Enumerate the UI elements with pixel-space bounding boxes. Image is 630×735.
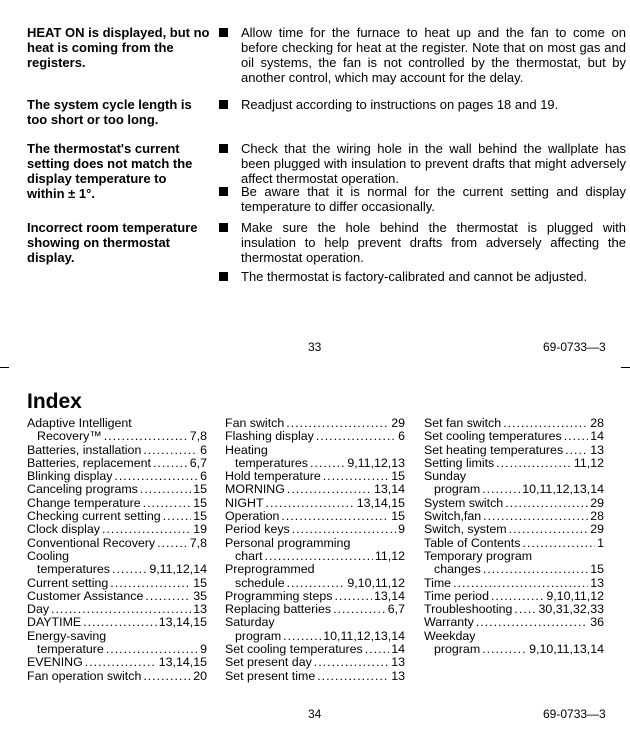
index-entry (27, 470, 207, 483)
index-entry (424, 577, 604, 590)
index-entry-label: Clock display (27, 523, 100, 537)
leader-dots (51, 603, 191, 616)
index-entry-pages: 6 (200, 470, 207, 484)
index-entry-label: temperatures (235, 456, 309, 470)
index-entry-label: Hold temperature (225, 470, 321, 484)
index-entry (424, 417, 604, 430)
index-entry (424, 497, 604, 510)
index-entry-pages: 29 (590, 523, 604, 537)
index-entry (225, 497, 405, 510)
index-entry (225, 457, 405, 470)
index-entry-pages: 14 (590, 430, 604, 444)
index-entry (424, 643, 604, 656)
leader-dots (310, 457, 345, 470)
index-entry (27, 497, 207, 510)
index-entry (424, 510, 604, 523)
leader-dots (102, 523, 191, 536)
document-code: 69-0733—3 (543, 707, 606, 721)
index-entry (27, 643, 207, 656)
problem-cycle-length: The system cycle length is too short or too long. (27, 97, 192, 127)
index-entry-label: Recovery™ (37, 430, 102, 444)
index-column-3 (424, 417, 604, 656)
index-entry-label: Temporary program (424, 548, 533, 563)
index-entry-label: Set fan switch (424, 417, 502, 430)
index-entry-pages: 9,11,12,14 (149, 563, 207, 577)
index-entry-pages: 6 (200, 443, 207, 457)
leader-dots (316, 430, 396, 443)
index-entry-label: Canceling programs (27, 483, 138, 497)
leader-dots (565, 444, 588, 457)
index-entry-pages: 10,11,12,13,14 (522, 483, 604, 497)
index-entry (424, 457, 604, 470)
leader-dots (114, 470, 198, 483)
index-entry (424, 444, 604, 457)
index-entry-pages: 11,12 (374, 549, 405, 563)
index-entry-label: EVENING (27, 656, 83, 670)
index-entry-label: Preprogrammed (225, 562, 315, 577)
index-entry-pages: 1 (597, 536, 604, 550)
index-entry-pages: 15 (193, 510, 207, 524)
index-entry-label: Personal programming (225, 535, 351, 550)
index-entry (225, 603, 405, 616)
leader-dots (453, 577, 588, 590)
leader-dots (482, 643, 527, 656)
leader-dots (140, 483, 191, 496)
page-number: 33 (308, 340, 322, 354)
index-entry-pages: 7,8 (189, 430, 207, 444)
index-entry-pages: 6 (398, 430, 405, 444)
index-entry-pages: 28 (590, 510, 604, 524)
leader-dots (491, 590, 544, 603)
index-entry (424, 430, 604, 443)
leader-dots (283, 630, 321, 643)
index-entry (27, 563, 207, 576)
solution-text: Be aware that it is normal for the current setting and display temperature to differ occasionally. (241, 184, 626, 214)
solution-text: Readjust according to instructions on pages 18 and 19. (241, 97, 559, 112)
leader-dots (496, 457, 572, 470)
bullet-icon (219, 100, 228, 109)
leader-dots (514, 603, 536, 616)
solution-text: Check that the wiring hole in the wall behind the wallplate has been plugged with insulation to prevent drafts that might adversely affect thermostat operation. (241, 141, 626, 186)
leader-dots (323, 470, 389, 483)
index-entry (225, 577, 405, 590)
index-entry-label: Batteries, installation (27, 443, 142, 457)
index-entry (225, 444, 405, 457)
index-entry-pages: 29 (590, 496, 604, 510)
leader-dots (476, 616, 588, 629)
index-entry-label: Set cooling temperatures (424, 430, 562, 444)
index-entry-pages: 13,14,15 (356, 496, 405, 510)
index-entry (27, 523, 207, 536)
index-column-2 (225, 417, 405, 683)
index-entry (27, 590, 207, 603)
index-entry-label: Energy-saving (27, 628, 107, 643)
index-entry-pages: 15 (193, 483, 207, 497)
index-entry (27, 417, 207, 430)
leader-dots (505, 497, 588, 510)
problem-heat-on: HEAT ON is displayed, but no heat is coming from the registers. (27, 25, 210, 70)
index-entry-label: DAYTIME (27, 616, 82, 630)
leader-dots (522, 537, 595, 550)
index-entry (225, 537, 405, 550)
index-entry (27, 670, 207, 683)
index-entry-label: Weekday (424, 628, 476, 643)
index-entry-pages: 9 (200, 643, 207, 657)
index-entry (27, 550, 207, 563)
index-entry-label: Conventional Recovery (27, 536, 156, 550)
index-entry-label: Saturday (225, 615, 275, 630)
index-entry-pages: 13 (193, 603, 207, 617)
index-entry-label: Batteries, replacement (27, 456, 151, 470)
index-entry-pages: 9,10,11,12 (546, 589, 604, 603)
index-entry-label: MORNING (225, 483, 285, 497)
bullet-icon (219, 144, 228, 153)
index-entry (27, 430, 207, 443)
index-entry-label: Table of Contents (424, 536, 521, 550)
index-entry (27, 616, 207, 629)
index-entry-label: Set present day (225, 656, 312, 670)
index-entry-label: Flashing display (225, 430, 314, 444)
index-entry-label: System switch (424, 496, 504, 510)
index-entry (225, 550, 405, 563)
index-entry-label: Blinking display (27, 470, 113, 484)
index-entry (225, 523, 405, 536)
index-entry-label: Set present time (225, 669, 316, 683)
index-entry-label: Programming steps (225, 589, 333, 603)
index-entry-pages: 13 (590, 576, 604, 590)
index-entry (27, 603, 207, 616)
index-entry (27, 510, 207, 523)
index-entry-label: Heating (225, 442, 268, 457)
index-entry (424, 523, 604, 536)
index-entry-label: Set cooling temperatures (225, 643, 363, 657)
index-entry-label: Switch, system (424, 523, 507, 537)
index-entry-pages: 13 (391, 669, 405, 683)
index-entry-pages: 13,14,15 (158, 656, 207, 670)
index-entry-label: Fan switch (225, 417, 285, 430)
index-entry (27, 537, 207, 550)
index-entry-pages: 14 (391, 643, 405, 657)
index-entry-pages: 9,10,11,12 (347, 576, 405, 590)
leader-dots (482, 483, 520, 496)
index-entry-label: schedule (235, 576, 285, 590)
index-entry-label: Adaptive Intelligent (27, 416, 132, 430)
index-entry (27, 630, 207, 643)
leader-dots (83, 616, 157, 629)
index-entry-label: changes (434, 563, 481, 577)
page-number: 34 (308, 707, 322, 721)
index-entry-label: Day (27, 603, 50, 617)
index-entry-label: Time period (424, 589, 489, 603)
leader-dots (157, 537, 188, 550)
index-entry-pages: 15 (193, 576, 207, 590)
leader-dots (110, 577, 191, 590)
index-entry-pages: 15 (391, 470, 405, 484)
leader-dots (287, 577, 346, 590)
index-entry-label: NIGHT (225, 496, 264, 510)
index-entry-label: temperature (37, 643, 104, 657)
index-entry-label: Checking current setting (27, 510, 161, 524)
index-entry (424, 537, 604, 550)
leader-dots (266, 497, 355, 510)
index-entry-label: Sunday (424, 469, 467, 484)
index-entry-label: Operation (225, 510, 280, 524)
leader-dots (365, 643, 389, 656)
index-entry-label: chart (235, 549, 263, 563)
crop-mark-right (621, 367, 630, 368)
index-entry-pages: 11,12 (573, 456, 604, 470)
index-entry-label: Setting limits (424, 456, 495, 470)
leader-dots (112, 563, 147, 576)
leader-dots (85, 656, 157, 669)
leader-dots (145, 590, 191, 603)
index-entry-label: program (434, 643, 481, 657)
index-entry (225, 563, 405, 576)
leader-dots (143, 444, 198, 457)
index-column-1 (27, 417, 207, 683)
leader-dots (317, 670, 389, 683)
solution-text: Make sure the hole behind the thermostat is plugged with insulation to help prevent drafts from adversely affecting the thermostat operation. (241, 220, 626, 265)
index-entry-pages: 13,14 (373, 483, 405, 497)
index-entry-pages: 15 (193, 496, 207, 510)
leader-dots (106, 643, 198, 656)
solution-text: The thermostat is factory-calibrated and cannot be adjusted. (241, 269, 588, 284)
index-entry (225, 643, 405, 656)
problem-setting-mismatch: The thermostat's current setting does not match the display temperature to within ± 1°. (27, 141, 193, 201)
leader-dots (163, 510, 192, 523)
document-code: 69-0733—3 (543, 340, 606, 354)
leader-dots (104, 430, 188, 443)
index-entry (27, 483, 207, 496)
index-entry-pages: 29 (391, 417, 405, 430)
index-entry-pages: 13 (391, 656, 405, 670)
leader-dots (292, 523, 396, 536)
index-entry (424, 590, 604, 603)
index-entry (27, 656, 207, 669)
index-entry-pages: 13,14,15 (158, 616, 207, 630)
leader-dots (509, 523, 589, 536)
index-entry (225, 656, 405, 669)
index-entry (225, 417, 405, 430)
index-entry-pages: 20 (193, 669, 207, 683)
index-entry (424, 550, 604, 563)
index-entry-pages: 7,8 (189, 536, 207, 550)
index-entry-pages: 9,11,12,13 (347, 456, 405, 470)
index-entry-pages: 35 (193, 589, 207, 603)
index-entry-pages: 36 (590, 616, 604, 630)
problem-incorrect-temp: Incorrect room temperature showing on thermostat display. (27, 220, 198, 265)
index-entry-label: Switch,fan (424, 510, 482, 524)
index-entry-label: Customer Assistance (27, 589, 144, 603)
index-entry (225, 670, 405, 683)
index-entry-label: Replacing batteries (225, 603, 332, 617)
index-entry-label: Time (424, 576, 452, 590)
index-entry-label: Warranty (424, 616, 474, 630)
index-entry-pages: 15 (391, 510, 405, 524)
index-entry (27, 577, 207, 590)
bullet-icon (219, 272, 228, 281)
index-entry-label: Current setting (27, 576, 109, 590)
leader-dots (286, 417, 389, 430)
solution-text: Allow time for the furnace to heat up and the fan to come on before checking for heat at the register. Note that on most gas and oil systems, the fan is not controlled by the thermostat, but by another control, which may account for the delay. (241, 25, 626, 85)
index-entry-pages: 30,31,32,33 (538, 603, 604, 617)
bullet-icon (219, 223, 228, 232)
leader-dots (314, 656, 389, 669)
index-entry (424, 616, 604, 629)
index-entry-pages: 9,10,11,13,14 (529, 643, 604, 657)
leader-dots (333, 603, 386, 616)
leader-dots (281, 510, 389, 523)
index-entry-label: Change temperature (27, 496, 141, 510)
index-entry-pages: 28 (590, 417, 604, 430)
index-entry (225, 616, 405, 629)
index-entry-label: program (235, 629, 282, 643)
leader-dots (143, 670, 191, 683)
index-entry (225, 590, 405, 603)
index-entry-pages: 6,7 (189, 456, 207, 470)
index-entry-label: Fan operation switch (27, 669, 142, 683)
leader-dots (483, 510, 588, 523)
index-entry (225, 630, 405, 643)
leader-dots (143, 497, 192, 510)
index-entry-pages: 9 (398, 523, 405, 537)
index-entry (27, 444, 207, 457)
index-entry-pages: 15 (590, 563, 604, 577)
index-entry (27, 457, 207, 470)
index-entry (424, 563, 604, 576)
leader-dots (334, 590, 372, 603)
index-entry (225, 470, 405, 483)
index-entry-label: Set heating temperatures (424, 443, 564, 457)
leader-dots (153, 457, 188, 470)
bullet-icon (219, 28, 228, 37)
leader-dots (564, 430, 588, 443)
index-entry-label: Cooling (27, 548, 70, 563)
index-entry-pages: 10,11,12,13,14 (323, 629, 405, 643)
index-entry-pages: 13 (590, 443, 604, 457)
index-entry-pages: 13,14 (373, 589, 405, 603)
index-entry (225, 483, 405, 496)
leader-dots (483, 563, 588, 576)
leader-dots (265, 550, 373, 563)
index-entry (424, 630, 604, 643)
index-entry-pages: 19 (193, 523, 207, 537)
leader-dots (287, 483, 372, 496)
index-entry-label: program (434, 483, 481, 497)
index-entry-label: Troubleshooting (424, 603, 513, 617)
index-entry-label: Period keys (225, 523, 290, 537)
index-title: Index (27, 390, 82, 413)
index-entry-pages: 6,7 (387, 603, 405, 617)
index-entry (424, 483, 604, 496)
bullet-icon (219, 187, 228, 196)
index-entry (424, 603, 604, 616)
crop-mark-left (0, 367, 9, 368)
index-entry (424, 470, 604, 483)
index-entry (225, 430, 405, 443)
index-entry (225, 510, 405, 523)
leader-dots (503, 417, 588, 430)
index-entry-label: temperatures (37, 563, 111, 577)
